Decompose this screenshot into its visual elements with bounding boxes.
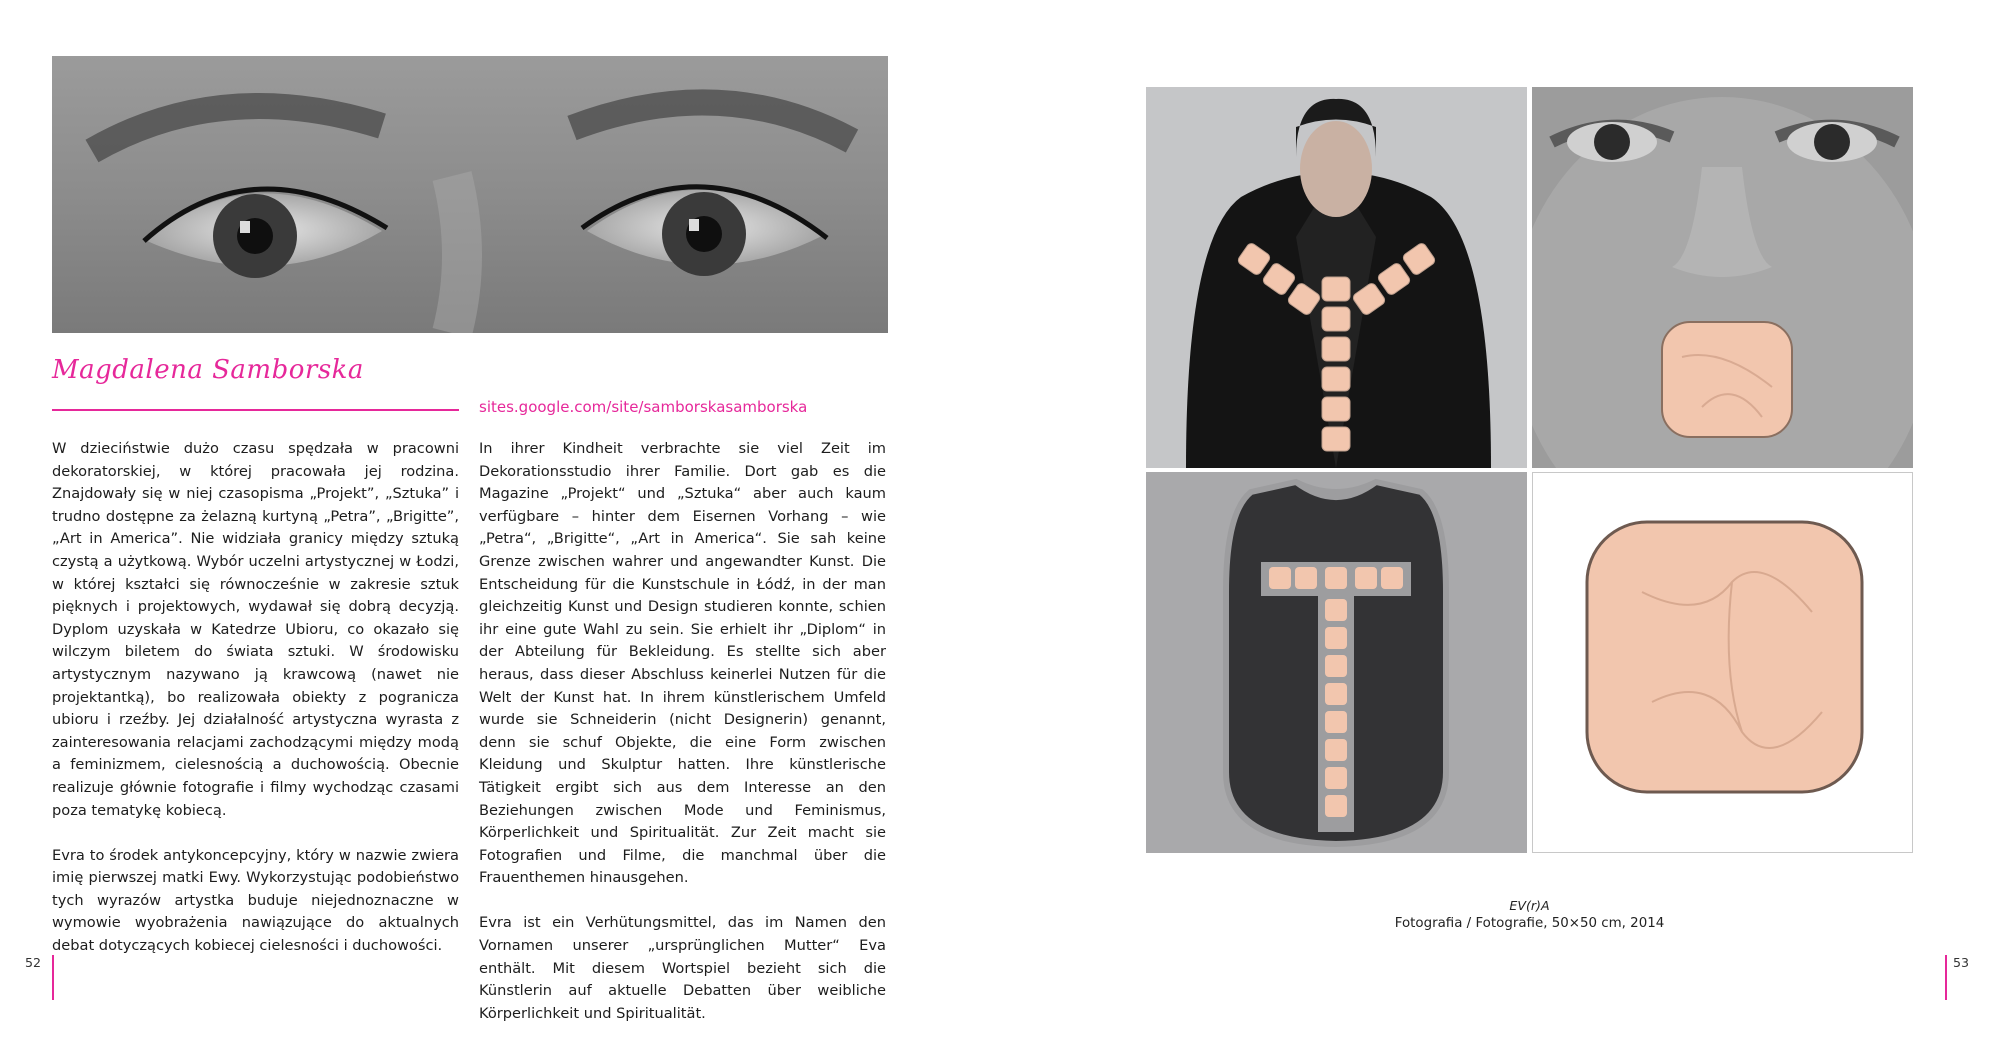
german-bio-paragraph: In ihrer Kindheit verbrachte sie viel Zeit im Dekorationsstudio ihrer Familie. Dort gab es die Magazine „Projekt“ und „Sztuka“ aber auch kaum verfügbare – hinter dem Eisernen Vorhang – wie „Petra“, „Brigitte“, „Art in America“. Sie sah keine Grenze zwischen wahrer und angewandter Kunst. Die Entscheidung für die Kunstschule in Łódź, in der man gleichzeitig Kunst und Design studieren konnte, schien ihr eine gute Wahl zu sein. Sie erhielt ihr „Diplom“ in der Abteilung für Bekleidung. Es stellte sich aber heraus, dass dieser Abschluss keinerlei Nutzen für die Welt der Kunst hat. In ihrem künstlerischem Umfeld wurde sie Schneiderin (nicht Designerin) genannt, denn sie schuf Objekte, die eine Form zwischen Kleidung und Skulptur hatten. Ihre künstlerische Tätigkeit ergibt sich aus dem Interesse an den Beziehungen zwischen Mode und Feminismus, Körperlichkeit und Spiritualität. Zur Zeit macht sie Fotografien und Filme, die manchmal über die Frauenthemen hinausgehen. [479,440,886,887]
artwork-title: EV(r)A [1509,898,1550,913]
face-image [1532,87,1913,468]
photo-face [1532,87,1913,468]
page-number-right: 53 [1953,955,1970,970]
heading-rule [52,409,459,411]
eyes-photo [52,56,888,333]
polish-artwork-paragraph: Evra to środek antykoncepcyjny, który w nazwie zwiera imię pierwszej matki Ewy. Wykorzystując podobieństwo tych wyrazów artystka buduje niejednoznaczne w wymowie wyobrażenia nawiązujące do aktualnych debat dotyczących kobiecej cielesności i duchowości. [52,846,459,955]
polish-bio-paragraph: W dzieciństwie dużo czasu spędzała w pracowni dekoratorskiej, w której pracowała jej rodzina. Znajdowały się w niej czasopisma „Projekt”, „Sztuka” i trudno dostępne za żelazną kurtyną „Petra”, „Brigitte”, „Art in America”. Nie widziała granicy między sztuką czystą a użytkową. Wybór uczelni artystycznej w Łodzi, w której kształci się równocześnie w zakresie sztuk pięknych i projektowych, wydawał się dobrą decyzją. Dyplom uzyskała w Katedrze Ubioru, co okazało się wilczym biletem do świata sztuki. W środowisku artystycznym nazywano ją krawcową (nawet nie projektantką), bo realizowała obiekty z pogranicza ubioru i rzeźby. Jej działalność artystyczna wyrasta z zainteresowania relacjami zachodzącymi między modą a feminizmem, cielesnością a duchowością. Obecnie realizuje głównie fotografie i filmy wychodząc czasami poza tematykę kobiecą. [52,440,459,819]
page-marker-right [1945,955,1947,1000]
patch-image [1532,472,1913,853]
eyes-image [52,56,888,333]
photo-chasuble [1146,472,1527,853]
robe-image [1146,87,1527,468]
artist-name: Magdalena Samborska [52,355,364,385]
page-number-left: 52 [25,955,42,970]
artwork-details: Fotografia / Fotografie, 50×50 cm, 2014 [1394,916,1665,931]
page-marker-left [52,955,54,1000]
german-artwork-paragraph: Evra ist ein Verhütungsmittel, das im Namen den Vornamen unserer „ursprünglichen Mutter“ Eva enthält. Mit diesem Wortspiel bezieht sich die Künstlerin auf aktuelle Debatten über weibliche Körperlichkeit und Spiritualität. [479,914,886,1022]
german-column [479,438,886,1048]
artist-website-link[interactable]: sites.google.com/site/samborskasamborska [479,398,808,416]
photo-robe [1146,87,1527,468]
chasuble-image [1146,472,1527,853]
photo-patch [1532,472,1913,853]
polish-column [52,438,459,980]
